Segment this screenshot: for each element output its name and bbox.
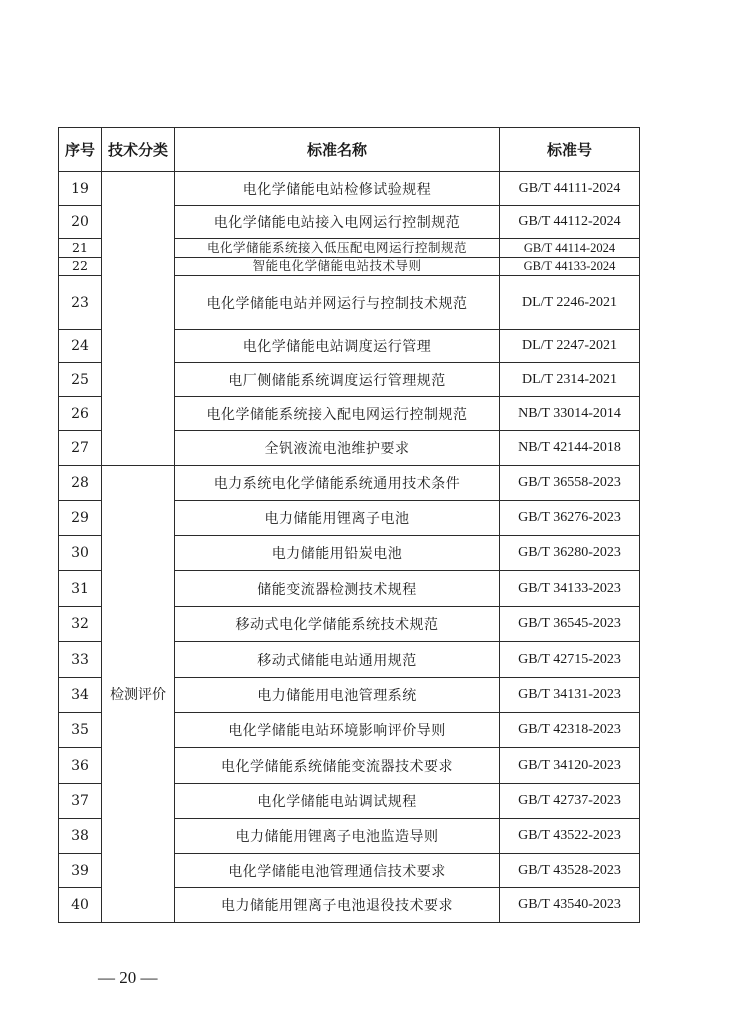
header-row [59, 128, 640, 172]
row-name: 电化学储能系统接入配电网运行控制规范 [175, 397, 500, 431]
row-no: 35 [59, 713, 102, 748]
row-no: 36 [59, 748, 102, 784]
standards-table [58, 127, 640, 923]
row-no: 24 [59, 330, 102, 363]
row-name: 电力储能用电池管理系统 [175, 678, 500, 713]
page-number: — 20 — [98, 968, 158, 987]
row-code: DL/T 2247-2021 [500, 330, 640, 363]
row-no: 31 [59, 571, 102, 607]
row-no: 22 [59, 258, 102, 276]
row-code: GB/T 34120-2023 [500, 748, 640, 784]
row-name: 电化学储能电站调度运行管理 [175, 330, 500, 363]
row-code: GB/T 36558-2023 [500, 466, 640, 501]
row-no: 26 [59, 397, 102, 431]
row-code: GB/T 44114-2024 [500, 239, 640, 258]
row-name: 电力储能用锂离子电池监造导则 [175, 819, 500, 854]
row-name: 电化学储能电站检修试验规程 [175, 172, 500, 206]
row-no: 19 [59, 172, 102, 206]
header-no: 序号 [59, 128, 102, 172]
row-no: 27 [59, 431, 102, 466]
row-code: GB/T 42318-2023 [500, 713, 640, 748]
row-no: 20 [59, 206, 102, 239]
row-code: GB/T 43540-2023 [500, 888, 640, 923]
row-code: DL/T 2246-2021 [500, 276, 640, 330]
row-code: NB/T 33014-2014 [500, 397, 640, 431]
row-code: GB/T 43528-2023 [500, 854, 640, 888]
row-name: 储能变流器检测技术规程 [175, 571, 500, 607]
row-code: GB/T 36276-2023 [500, 501, 640, 536]
header-category: 技术分类 [102, 128, 175, 172]
row-name: 移动式储能电站通用规范 [175, 642, 500, 678]
row-no: 30 [59, 536, 102, 571]
header-code: 标准号 [500, 128, 640, 172]
row-no: 34 [59, 678, 102, 713]
row-code: GB/T 42737-2023 [500, 784, 640, 819]
row-name: 电力储能用锂离子电池 [175, 501, 500, 536]
row-name: 电化学储能系统接入低压配电网运行控制规范 [175, 239, 500, 258]
row-name: 智能电化学储能电站技术导则 [175, 258, 500, 276]
row-name: 电化学储能电站接入电网运行控制规范 [175, 206, 500, 239]
table-row [59, 466, 640, 501]
row-no: 25 [59, 363, 102, 397]
row-code: GB/T 34133-2023 [500, 571, 640, 607]
row-name: 电化学储能电站并网运行与控制技术规范 [175, 276, 500, 330]
row-code: GB/T 44111-2024 [500, 172, 640, 206]
row-name: 全钒液流电池维护要求 [175, 431, 500, 466]
row-name: 电力储能用铅炭电池 [175, 536, 500, 571]
row-name: 电力储能用锂离子电池退役技术要求 [175, 888, 500, 923]
row-code: GB/T 44112-2024 [500, 206, 640, 239]
row-name: 电厂侧储能系统调度运行管理规范 [175, 363, 500, 397]
row-code: NB/T 42144-2018 [500, 431, 640, 466]
row-no: 38 [59, 819, 102, 854]
row-no: 40 [59, 888, 102, 923]
row-code: GB/T 36280-2023 [500, 536, 640, 571]
category-cell-1 [102, 172, 175, 466]
row-code: GB/T 36545-2023 [500, 607, 640, 642]
row-name: 电化学储能系统储能变流器技术要求 [175, 748, 500, 784]
row-no: 28 [59, 466, 102, 501]
row-name: 电力系统电化学储能系统通用技术条件 [175, 466, 500, 501]
row-name: 电化学储能电站调试规程 [175, 784, 500, 819]
category-cell-2: 检测评价 [102, 466, 175, 923]
row-no: 29 [59, 501, 102, 536]
header-name: 标准名称 [175, 128, 500, 172]
row-name: 电化学储能电池管理通信技术要求 [175, 854, 500, 888]
row-name: 移动式电化学储能系统技术规范 [175, 607, 500, 642]
row-code: GB/T 34131-2023 [500, 678, 640, 713]
row-code: DL/T 2314-2021 [500, 363, 640, 397]
row-code: GB/T 42715-2023 [500, 642, 640, 678]
row-name: 电化学储能电站环境影响评价导则 [175, 713, 500, 748]
row-code: GB/T 44133-2024 [500, 258, 640, 276]
row-no: 21 [59, 239, 102, 258]
row-no: 39 [59, 854, 102, 888]
row-no: 23 [59, 276, 102, 330]
row-no: 32 [59, 607, 102, 642]
table-row [59, 172, 640, 206]
row-no: 37 [59, 784, 102, 819]
row-no: 33 [59, 642, 102, 678]
row-code: GB/T 43522-2023 [500, 819, 640, 854]
